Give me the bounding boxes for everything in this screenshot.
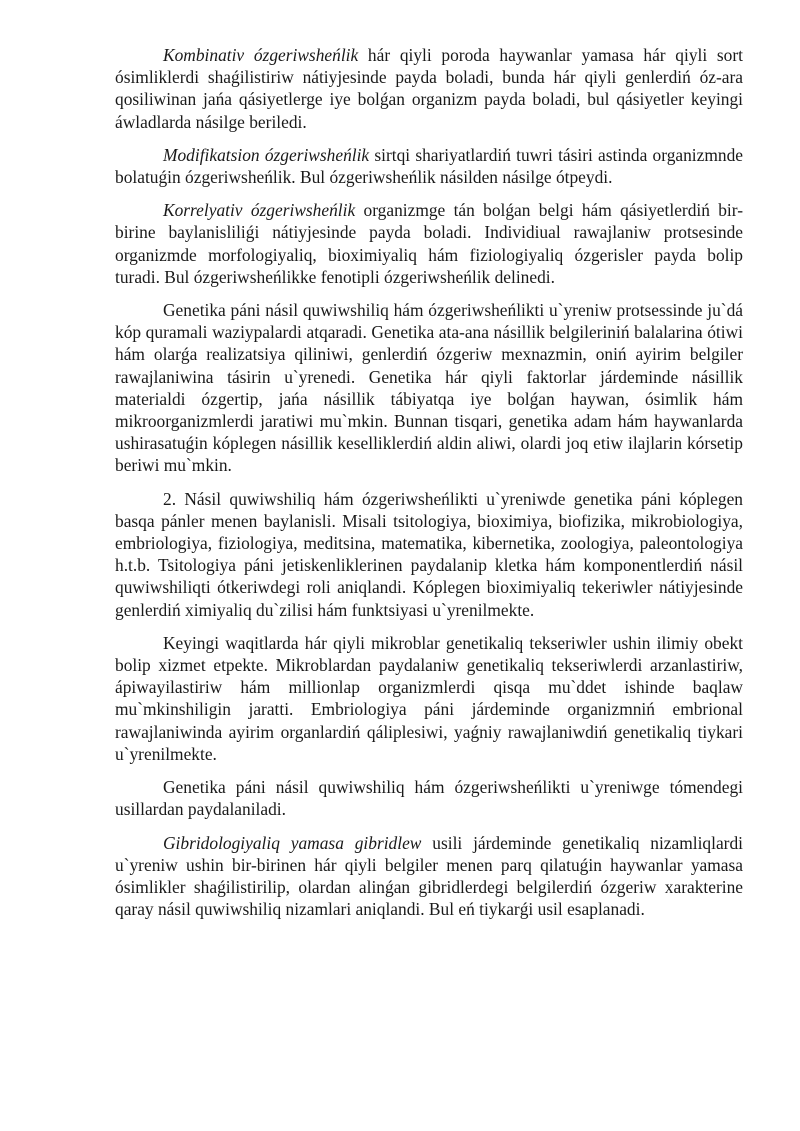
paragraph-korrelyativ xyxy=(115,199,743,288)
paragraph-kombinativ xyxy=(115,44,743,133)
paragraph-methods-intro xyxy=(115,776,743,820)
paragraph-text: Genetika páni násil quwiwshiliq hám ózgeriwsheńlikti u`yreniwge tómendegi usillardan paydalaniladi. xyxy=(115,777,743,820)
paragraph-modifikatsion xyxy=(115,144,743,188)
paragraph-text: organizmge tán bolǵan belgi hám qásiyetlerdiń bir-birine baylanisliliǵi nátiyjesinde payda boladi. Individiual rawajlaniw protsesinde organizmde morfologiyaliq, bioximiyaliq hám fiziologiyaliq ózgerisler payda bolip turadi. Bul ózgeriwsheńlikke fenotipli ózgeriwsheńlik delinedi. xyxy=(115,200,743,287)
paragraph-related-sciences xyxy=(115,488,743,621)
term-korrelyativ: Korrelyativ ózgeriwsheńlik xyxy=(163,200,356,221)
paragraph-microbes xyxy=(115,632,743,765)
paragraph-text: sirtqi shariyatlardiń tuwri tásiri astinda organizmnde bolatuǵin ózgeriwsheńlik. Bul ózgeriwsheńlik násilden násilge ótpeydi. xyxy=(115,144,743,188)
paragraph-gibridologiyaliq xyxy=(115,832,743,921)
paragraph-text: usili járdeminde genetikaliq nizamliqlardi u`yreniw ushin bir-birinen hár qiyli belgiler menen parq qilatuǵin haywanlar yamasa ósimlikler shaǵilistirilip, olardan alinǵan gibridlerdegi belgilerdiń ózgeriw xarakterine qaray násil quwiwshiliq nizamlari aniqlandi. Bul eń tiykarǵi usil esaplanadi. xyxy=(115,832,743,920)
paragraph-text: 2. Násil quwiwshiliq hám ózgeriwsheńlikti u`yreniwde genetika páni kóplegen basqa pánler menen baylanisli. Misali tsitologiya, bioximiya, biofizika, mikrobiologiya, embriologiya, fiziologiya, meditsina, matematika, kibernetika, zoologiya, paleontologiya h.t.b. Tsitologiya páni jetiskenliklerinen paydalanip kletka hám komponentlerdiń násil quwiwshiliqti ótkeriwdegi roli aniqlandi. Kóplegen bioximiyaliq tekeriwler nátiyjesinde genlerdiń ximiyaliq du`zilisi hám funktsiyasi u`yrenilmekte. xyxy=(115,488,743,620)
paragraph-genetika-tasks xyxy=(115,299,743,477)
term-kombinativ: Kombinativ ózgeriwsheńlik xyxy=(163,45,359,65)
paragraph-text: hár qiyli poroda haywanlar yamasa hár qiyli sort ósimliklerdi shaǵilistiriw nátiyjesinde payda boladi, bunda hár qiyli genlerdiń óz-ara qosiliwinan jańa qásiyetlerge iye bolǵan organizm payda boladi, bul qásiyetler keyingi áwladlarda násilge beriledi. xyxy=(115,45,743,132)
term-gibridologiyaliq: Gibridologiyaliq yamasa gibridlew xyxy=(163,832,422,853)
paragraph-text: Keyingi waqitlarda hár qiyli mikroblar genetikaliq tekseriwler ushin ilimiy obekt bolip xizmet etpekte. Mikroblardan paydalaniw genetikaliq tekseriwlerdi arzanlastiriw, ápiwayilastiriw hám millionlap organizmlerdi qisqa mu`ddet ishinde baqlaw mu`mkinshiligin jaratti. Embriologiya páni járdeminde organizmniń embrional rawajlaniwinda ayirim organlardiń qáliplesiwi, yaǵniy rawajlaniwdiń genetikaliq tiykari u`yrenilmekte. xyxy=(115,632,743,764)
term-modifikatsion: Modifikatsion ózgeriwsheńlik xyxy=(163,144,370,165)
paragraph-text: Genetika páni násil quwiwshiliq hám ózgeriwsheńlikti u`yreniw protsessinde ju`dá kóp quramali waziypalardi atqaradi. Genetika ata-ana násillik belgileriniń balalarina ótiwi hám olarǵa realizatsiya qiliniwi, genlerdiń ózgeriw mexnazmin, oniń ayirim belgiler rawajlaniwina tásirin u`yrenedi. Genetika hár qiyli faktorlar járdeminde násillik materialdi ózgertip, jańa násillik tábiyatqa iye bolǵan haywan, ósimlik hám mikroorganizmlerdi jaratiwi mu`mkin. Bunnan tisqari, genetika adam hám haywanlarda ushirasatuǵin kóplegen násillik keselliklerdiń aldin aliwi, olardi joq etiw ilajlarin kórsetip beriwi mu`mkin. xyxy=(115,300,743,476)
